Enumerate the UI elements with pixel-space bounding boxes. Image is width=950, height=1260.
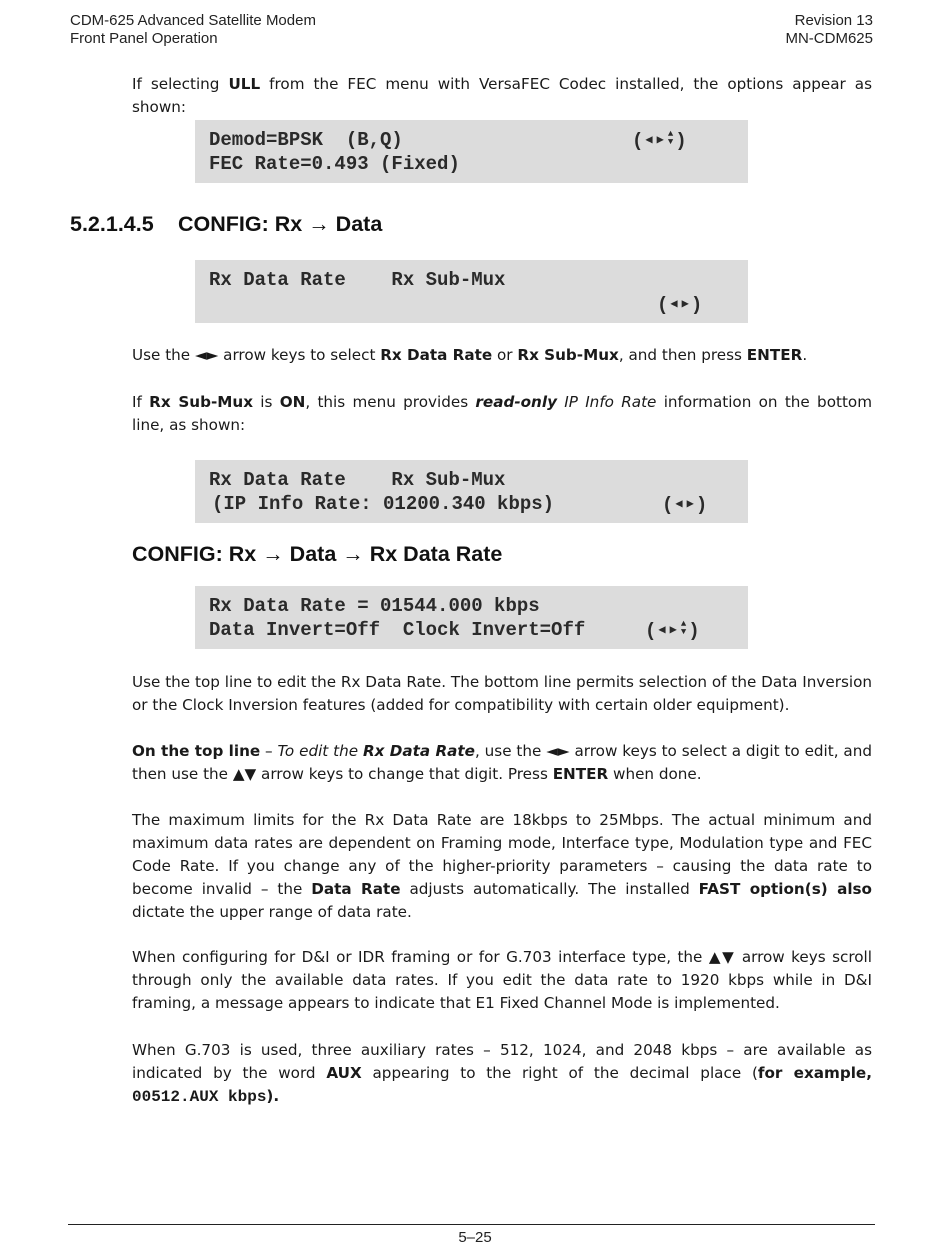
right-arrow-icon: ▶ xyxy=(686,497,694,511)
doc-revision: Revision 13 xyxy=(794,12,873,29)
paragraph-rate-limits: The maximum limits for the Rx Data Rate are 18kbps to 25Mbps. The actual minimum and maximum data rates are dependent on Framing mode, Interface type, Modulation type and FEC Code Rate. If you change any of the higher-priority parameters – causing the data rate to become invalid – the Data Rate adjusts automatically. The installed FAST option(s) also dictate the upper range of data rate. xyxy=(132,811,872,921)
paragraph-select-keys: Use the ◄► arrow keys to select Rx Data Rate or Rx Sub-Mux, and then press ENTER. xyxy=(132,346,808,364)
lcd-display-rx-data-rate xyxy=(195,586,748,649)
lcd-display-ip-info xyxy=(195,460,748,523)
lcd-display-fec xyxy=(195,120,748,183)
left-arrow-icon: ◀ xyxy=(645,133,653,147)
lcd-display-rx-data xyxy=(195,260,748,323)
section-heading: 5.2.1.4.5 CONFIG: Rx → Data xyxy=(70,212,383,236)
running-header-left xyxy=(70,12,316,48)
lcd-line: (IP Info Rate: 01200.340 kbps) xyxy=(212,493,555,515)
nav-keys-indicator: ( ◀ ▶ ▲ ▼ ) xyxy=(645,619,700,642)
paragraph-edit-rate: On the top line – To edit the Rx Data Rate, use the ◄► arrow keys to select a digit to edit, and then use the ▲▼ arrow keys to change that digit. Press ENTER when done. xyxy=(132,742,872,783)
left-arrow-icon: ◀ xyxy=(658,623,666,637)
paragraph-di-idr: When configuring for D&I or IDR framing or for G.703 interface type, the ▲▼ arrow keys scroll through only the available data rates. If you edit the data rate to 1920 kbps while in D&I framing, a message appears to indicate that E1 Fixed Channel Mode is implemented. xyxy=(132,948,872,1012)
paragraph-top-line-usage: Use the top line to edit the Rx Data Rate. The bottom line permits selection of the Data Inversion or the Clock Inversion features (added for compatibility with certain older equipment). xyxy=(132,673,872,714)
doc-subtitle: Front Panel Operation xyxy=(70,30,218,47)
lcd-line: Demod=BPSK (B,Q) xyxy=(209,129,403,151)
right-arrow-icon: ▶ xyxy=(656,133,664,147)
lcd-line: Data Invert=Off Clock Invert=Off xyxy=(209,619,586,641)
lcd-line: Rx Data Rate Rx Sub-Mux xyxy=(209,469,506,491)
doc-number: MN-CDM625 xyxy=(785,30,873,47)
doc-title: CDM-625 Advanced Satellite Modem xyxy=(70,12,316,29)
right-arrow-icon: ▶ xyxy=(681,297,689,311)
running-header-right xyxy=(785,12,873,48)
nav-keys-indicator: ( ◀ ▶ ) xyxy=(657,294,703,316)
intro-paragraph: If selecting ULL from the FEC menu with VersaFEC Codec installed, the options appear as shown: xyxy=(132,75,872,116)
paragraph-submux: If Rx Sub-Mux is ON, this menu provides read-only IP Info Rate information on the bottom line, as shown: xyxy=(132,393,872,434)
left-arrow-icon: ◀ xyxy=(670,297,678,311)
paragraph-g703-aux: When G.703 is used, three auxiliary rates – 512, 1024, and 2048 kbps – are available as indicated by the word AUX appearing to the right of the decimal place (for example, 00512.AUX kbps). xyxy=(132,1041,872,1106)
nav-keys-indicator: ( ◀ ▶ ) xyxy=(662,494,708,516)
page-number: 5–25 xyxy=(458,1229,492,1246)
right-arrow-icon: ▶ xyxy=(669,623,677,637)
nav-keys-indicator: ( ◀ ▶ ▲ ▼ ) xyxy=(632,129,687,152)
subsection-heading: CONFIG: Rx → Data → Rx Data Rate xyxy=(132,542,503,566)
up-down-arrow-icon: ▲ ▼ xyxy=(680,619,687,637)
footer-rule xyxy=(68,1224,875,1225)
left-arrow-icon: ◀ xyxy=(675,497,683,511)
lcd-line: FEC Rate=0.493 (Fixed) xyxy=(209,153,460,175)
lcd-line: Rx Data Rate Rx Sub-Mux xyxy=(209,269,506,291)
lcd-line: Rx Data Rate = 01544.000 kbps xyxy=(209,595,540,617)
up-down-arrow-icon: ▲ ▼ xyxy=(667,129,674,147)
